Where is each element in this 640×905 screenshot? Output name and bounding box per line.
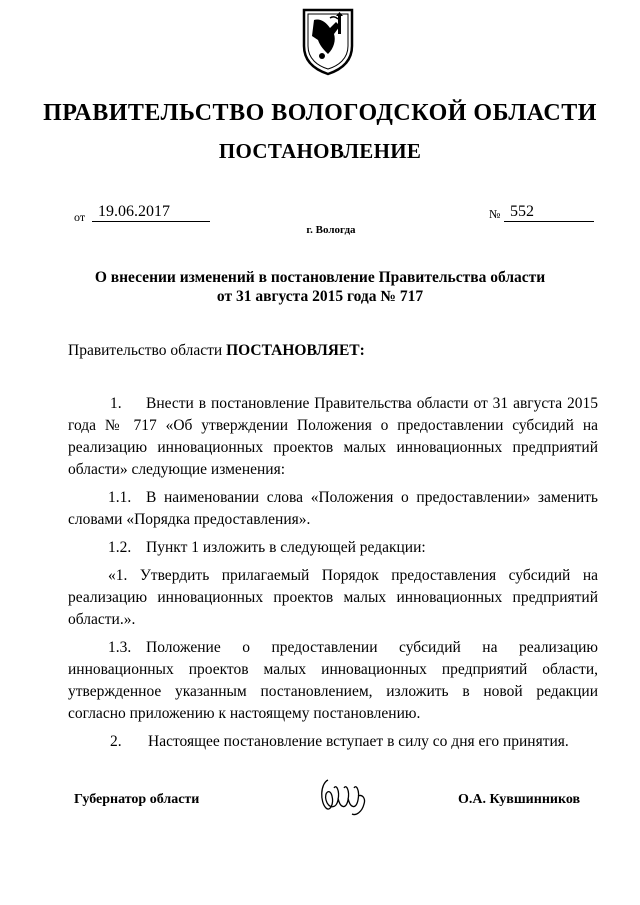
paragraph-text: В наименовании слова «Положения о предоставлении» заменить словами «Порядка предоставления». xyxy=(68,489,598,528)
number-value: 552 xyxy=(504,203,594,222)
date-value: 19.06.2017 xyxy=(92,203,210,222)
paragraph-2 xyxy=(68,731,598,753)
signer-title: Губернатор области xyxy=(74,792,200,807)
paragraph-text: Внести в постановление Правительства области от 31 августа 2015 года № 717 «Об утверждении Положения о предоставлении субсидий на реализацию инновационных проектов малых инновационных предприятий области» следующие изменения: xyxy=(68,395,598,478)
paragraph-1-1 xyxy=(68,487,598,531)
coat-of-arms-icon xyxy=(300,6,356,76)
intro-bold: ПОСТАНОВЛЯЕТ: xyxy=(226,342,365,359)
document-subject xyxy=(60,268,580,306)
paragraph-1 xyxy=(68,393,598,481)
date-label: от xyxy=(74,210,86,224)
intro-paragraph xyxy=(68,342,365,360)
paragraph-number: 1.1. xyxy=(108,489,132,506)
paragraph-1-2 xyxy=(68,537,598,559)
intro-text: Правительство области xyxy=(68,342,227,359)
number-label: № xyxy=(489,207,501,221)
paragraph-number: 1. xyxy=(110,395,122,412)
quoted-paragraph: «1. Утвердить прилагаемый Порядок предоставления субсидий на реализацию инновационных проектов малых инновационных предприятий области.». xyxy=(68,567,598,628)
paragraph-text: Настоящее постановление вступает в силу со дня его принятия. xyxy=(148,733,569,750)
paragraph-number: 2. xyxy=(110,733,122,750)
paragraph-number: 1.3. xyxy=(108,639,132,656)
paragraph-number: 1.2. xyxy=(108,539,132,556)
paragraph-1-3 xyxy=(68,637,598,725)
subject-line-1: О внесении изменений в постановление Правительства области xyxy=(94,269,546,286)
paragraph-text: Положение о предоставлении субсидий на реализацию инновационных проектов малых инновационных предприятий области, утвержденное указанным постановлением, изложить в новой редакции согласно приложению к настоящему постановлению. xyxy=(68,639,598,722)
document-body xyxy=(68,393,598,753)
paragraph-text: Пункт 1 изложить в следующей редакции: xyxy=(146,539,426,556)
subject-line-2: от 31 августа 2015 года № 717 xyxy=(216,288,424,305)
city: г. Вологда xyxy=(306,224,356,236)
document-type: ПОСТАНОВЛЕНИЕ xyxy=(218,139,422,163)
handwritten-signature xyxy=(318,774,372,818)
organization-title: ПРАВИТЕЛЬСТВО ВОЛОГОДСКОЙ ОБЛАСТИ xyxy=(43,100,597,126)
signer-name: О.А. Кувшинников xyxy=(458,792,581,807)
